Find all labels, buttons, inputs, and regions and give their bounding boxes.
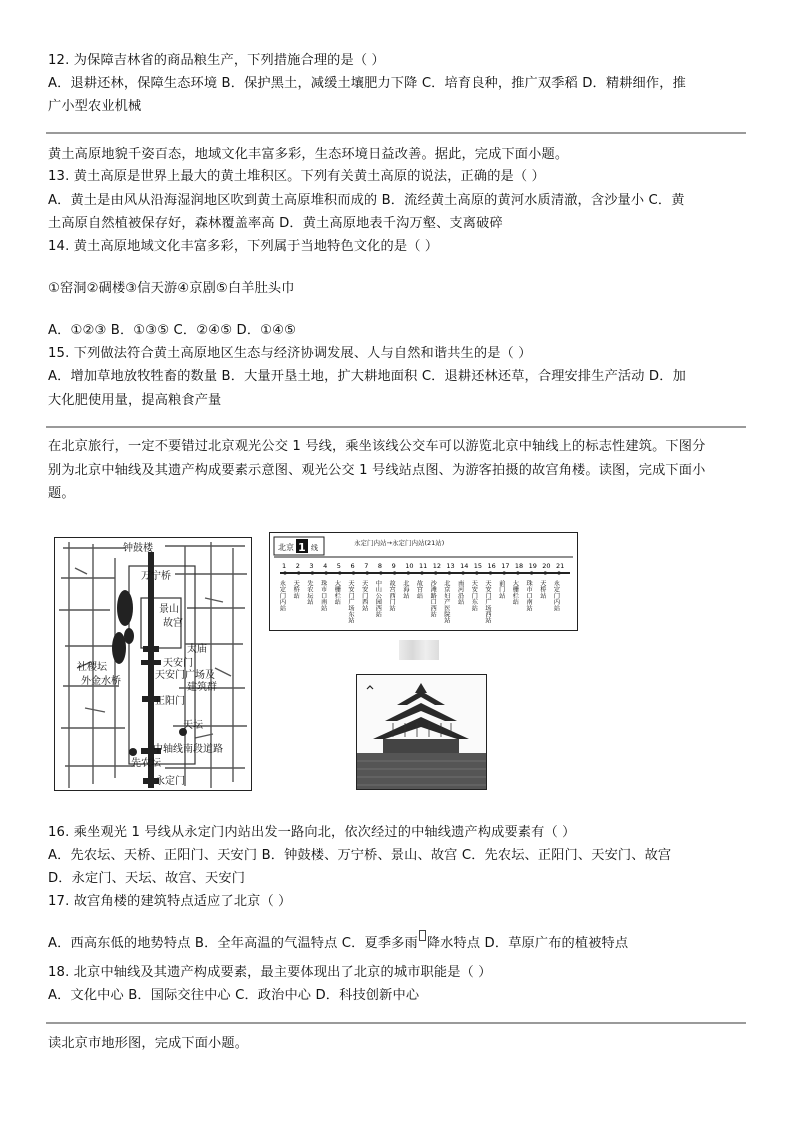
q17-stem: 17. 故宫角楼的建筑特点适应了北京（ ） [48,894,292,909]
bus-stop-name: 珠市口南站 [525,580,533,611]
q14-items: ①窑洞②碉楼③信天游④京剧⑤白羊肚头巾 [48,281,295,296]
central-axis-map-drawing [55,538,251,790]
bus-stop-marker [530,571,533,574]
beijing-intro-line1: 在北京旅行，一定不要错过北京观光公交 1 号线，乘坐该线公交车可以游览北京中轴线上的标志性建筑。下图分 [48,439,706,454]
q17-options-a: A．西高东低的地势特点 B．全年高温的气温特点 C．夏季多雨 [48,936,418,951]
bus-stop-name: 天安门广场东站 [347,580,354,624]
q14-options: A．①②③ B．①③⑤ C．②④⑤ D．①④⑤ [48,323,297,338]
bus-stop-marker [393,571,396,574]
map-label: 景山 [159,604,179,615]
bus-stop-marker [544,571,547,574]
bus-stop-number: 21 [556,562,565,570]
bus-stop-name: 天桥站 [538,580,546,599]
q14-stem: 14. 黄土高原地域文化丰富多彩，下列属于当地特色文化的是（ ） [48,239,439,254]
bus-stop-marker [489,571,492,574]
map-label: 钟鼓楼 [123,543,153,554]
bus-stop-number: 6 [350,562,355,570]
bus-stop-name: 天安门西站 [360,580,368,611]
bus-stop-name: 大栅栏站 [511,580,519,605]
bus-stop-marker [407,571,410,574]
bus-stop-marker [557,571,560,574]
q13-stem: 13. 黄土高原是世界上最大的黄土堆积区。下列有关黄土高原的说法，正确的是（ ） [48,169,545,184]
q12-options-line2: 广小型农业机械 [48,99,142,114]
q16-options-line1: A．先农坛、天桥、正阳门、天安门 B．钟鼓楼、万宁桥、景山、故宫 C．先农坛、正阳门、天安门、故宫 [48,848,672,863]
map-label: 万宁桥 [141,571,171,582]
bus-stop-number: 7 [364,562,369,570]
bus-stop-number: 12 [432,562,441,570]
map-label: 外金水桥 [81,676,121,687]
bus-stop-marker [462,571,465,574]
bus-stop-marker [338,571,341,574]
central-axis-map [54,537,252,791]
bus-stop-marker [297,571,300,574]
bus-stop-number: 13 [446,562,455,570]
q15-options-line2: 大化肥使用量，提高粮食产量 [48,393,222,408]
bus-stop-number: 8 [377,562,383,570]
bus-stop-number: 4 [323,562,328,570]
q12-options-line1: A．退耕还林，保障生态环境 B．保护黑土，减缓土壤肥力下降 C．培育良种，推广双季稻 D．精耕细作，推 [48,76,686,91]
map-label: 正阳门 [155,696,185,707]
bus-stop-name: 南河沿站 [456,580,464,605]
bus-stop-name: 故宫西门站 [388,580,396,611]
beijing-intro-line3: 题。 [48,486,75,501]
bus-stop-marker [325,571,328,574]
loess-intro: 黄土高原地貌千姿百态，地域文化丰富多彩，生态环境日益改善。据此，完成下面小题。 [48,147,569,162]
bus-stop-name: 故宫站 [415,580,423,599]
map-label: 天坛 [183,720,203,731]
bus-stop-name: 天桥站 [292,580,300,599]
map-label: 先农坛 [131,758,161,769]
section-divider [46,1022,746,1024]
q17-options [48,930,748,955]
bus-stop-name: 珠市口南站 [319,580,327,611]
map-label: 中轴线南段道路 [153,744,223,755]
corner-tower-drawing [357,675,486,789]
q15-stem: 15. 下列做法符合黄土高原地区生态与经济协调发展、人与自然和谐共生的是（ ） [48,346,532,361]
q12-stem: 12. 为保障吉林省的商品粮生产，下列措施合理的是（ ） [48,53,385,68]
bus-stop-name: 永定门内站 [552,580,560,611]
q15-options-line1: A．增加草地放牧牲畜的数量 B．大量开垦土地，扩大耕地面积 C．退耕还林还草，合理安排生产活动 D．加 [48,369,686,384]
bus-stop-number: 2 [295,562,300,570]
map-label: 社稷坛 [77,662,107,673]
section-divider [46,426,746,428]
bus-line-number: 1 [298,541,306,554]
bus-stop-name: 天安门广场西站 [484,580,491,624]
bus-stop-marker [366,571,369,574]
q16-stem: 16. 乘坐观光 1 号线从永定门内站出发一路向北，依次经过的中轴线遗产构成要素有（ ） [48,825,576,840]
bus-stop-number: 16 [487,562,496,570]
bus-stop-name: 永定门内站 [278,580,286,611]
corner-tower-photo [356,674,487,790]
bus-stop-marker [311,571,314,574]
bus-stop-name: 北京妇产医院站 [442,580,450,624]
bus-stop-marker [420,571,423,574]
bus-stop-marker [434,571,437,574]
bus-stop-number: 19 [528,562,537,570]
map-label: 天安门 [163,658,193,669]
bus-stop-name: 北海站 [401,580,409,599]
bus-stop-number: 5 [336,562,341,570]
q13-options-line1: A．黄土是由风从沿海湿润地区吹到黄土高原堆积而成的 B．流经黄土高原的黄河水质清澈，含沙量小 C．黄 [48,193,685,208]
section-divider [46,132,746,134]
bus-stop-number: 9 [391,562,396,570]
bus-route: 永定门内站→永定门内站(21站) [354,539,445,547]
bus-stop-marker [283,571,286,574]
bus-stop-marker [352,571,355,574]
bus-stop-marker [503,571,506,574]
q17-options-b: 降水特点 D．草原广布的植被特点 [426,936,629,951]
bus-stop-number: 15 [473,562,483,570]
bus-line-drawing [270,533,577,630]
bus-stop-number: 18 [514,562,524,570]
bus-stop-name: 中山公园西站 [374,580,382,618]
q18-options: A．文化中心 B．国际交往中心 C．政治中心 D．科技创新中心 [48,988,420,1003]
bus-stop-marker [516,571,519,574]
map-label: 故宫 [163,618,183,629]
bus-stop-name: 大栅栏站 [333,580,341,605]
bus-stop-name: 沙滩路口西站 [429,580,437,618]
image-artifact [399,640,439,660]
bus-stop-number: 11 [419,562,428,570]
q16-options-line2: D．永定门、天坛、故宫、天安门 [48,871,246,886]
bus-stop-number: 20 [542,562,551,570]
bus-stop-number: 14 [460,562,469,570]
map-label: 建筑群 [187,682,217,693]
bus-stop-marker [448,571,451,574]
bus-header-prefix: 北京 [278,543,294,552]
map-label: 天安门广场及 [155,670,215,681]
bus-stop-number: 1 [282,562,287,570]
next-intro: 读北京市地形图，完成下面小题。 [48,1036,249,1051]
bus-stop-number: 10 [405,562,414,570]
bus-stop-number: 3 [309,562,314,570]
bus-stop-name: 先农坛站 [305,580,313,605]
bus-stop-marker [379,571,382,574]
q13-options-line2: 土高原自然植被保存好，森林覆盖率高 D．黄土高原地表千沟万壑、支离破碎 [48,216,503,231]
bus-line-diagram [269,532,578,631]
map-label: 永定门 [155,776,185,787]
bus-stop-number: 17 [501,562,510,570]
bus-stop-marker [475,571,478,574]
text-artifact [419,930,426,941]
bus-stop-name: 前门站 [497,580,505,599]
beijing-intro-line2: 别为北京中轴线及其遗产构成要素示意图、观光公交 1 号线站点图、为游客拍摄的故宫角楼。读图，完成下面小 [48,463,706,478]
map-label: 太庙 [187,644,207,655]
bus-stop-name: 天安门东站 [470,580,478,611]
bus-line-suffix: 线 [311,544,318,552]
q18-stem: 18. 北京中轴线及其遗产构成要素，最主要体现出了北京的城市职能是（ ） [48,965,492,980]
